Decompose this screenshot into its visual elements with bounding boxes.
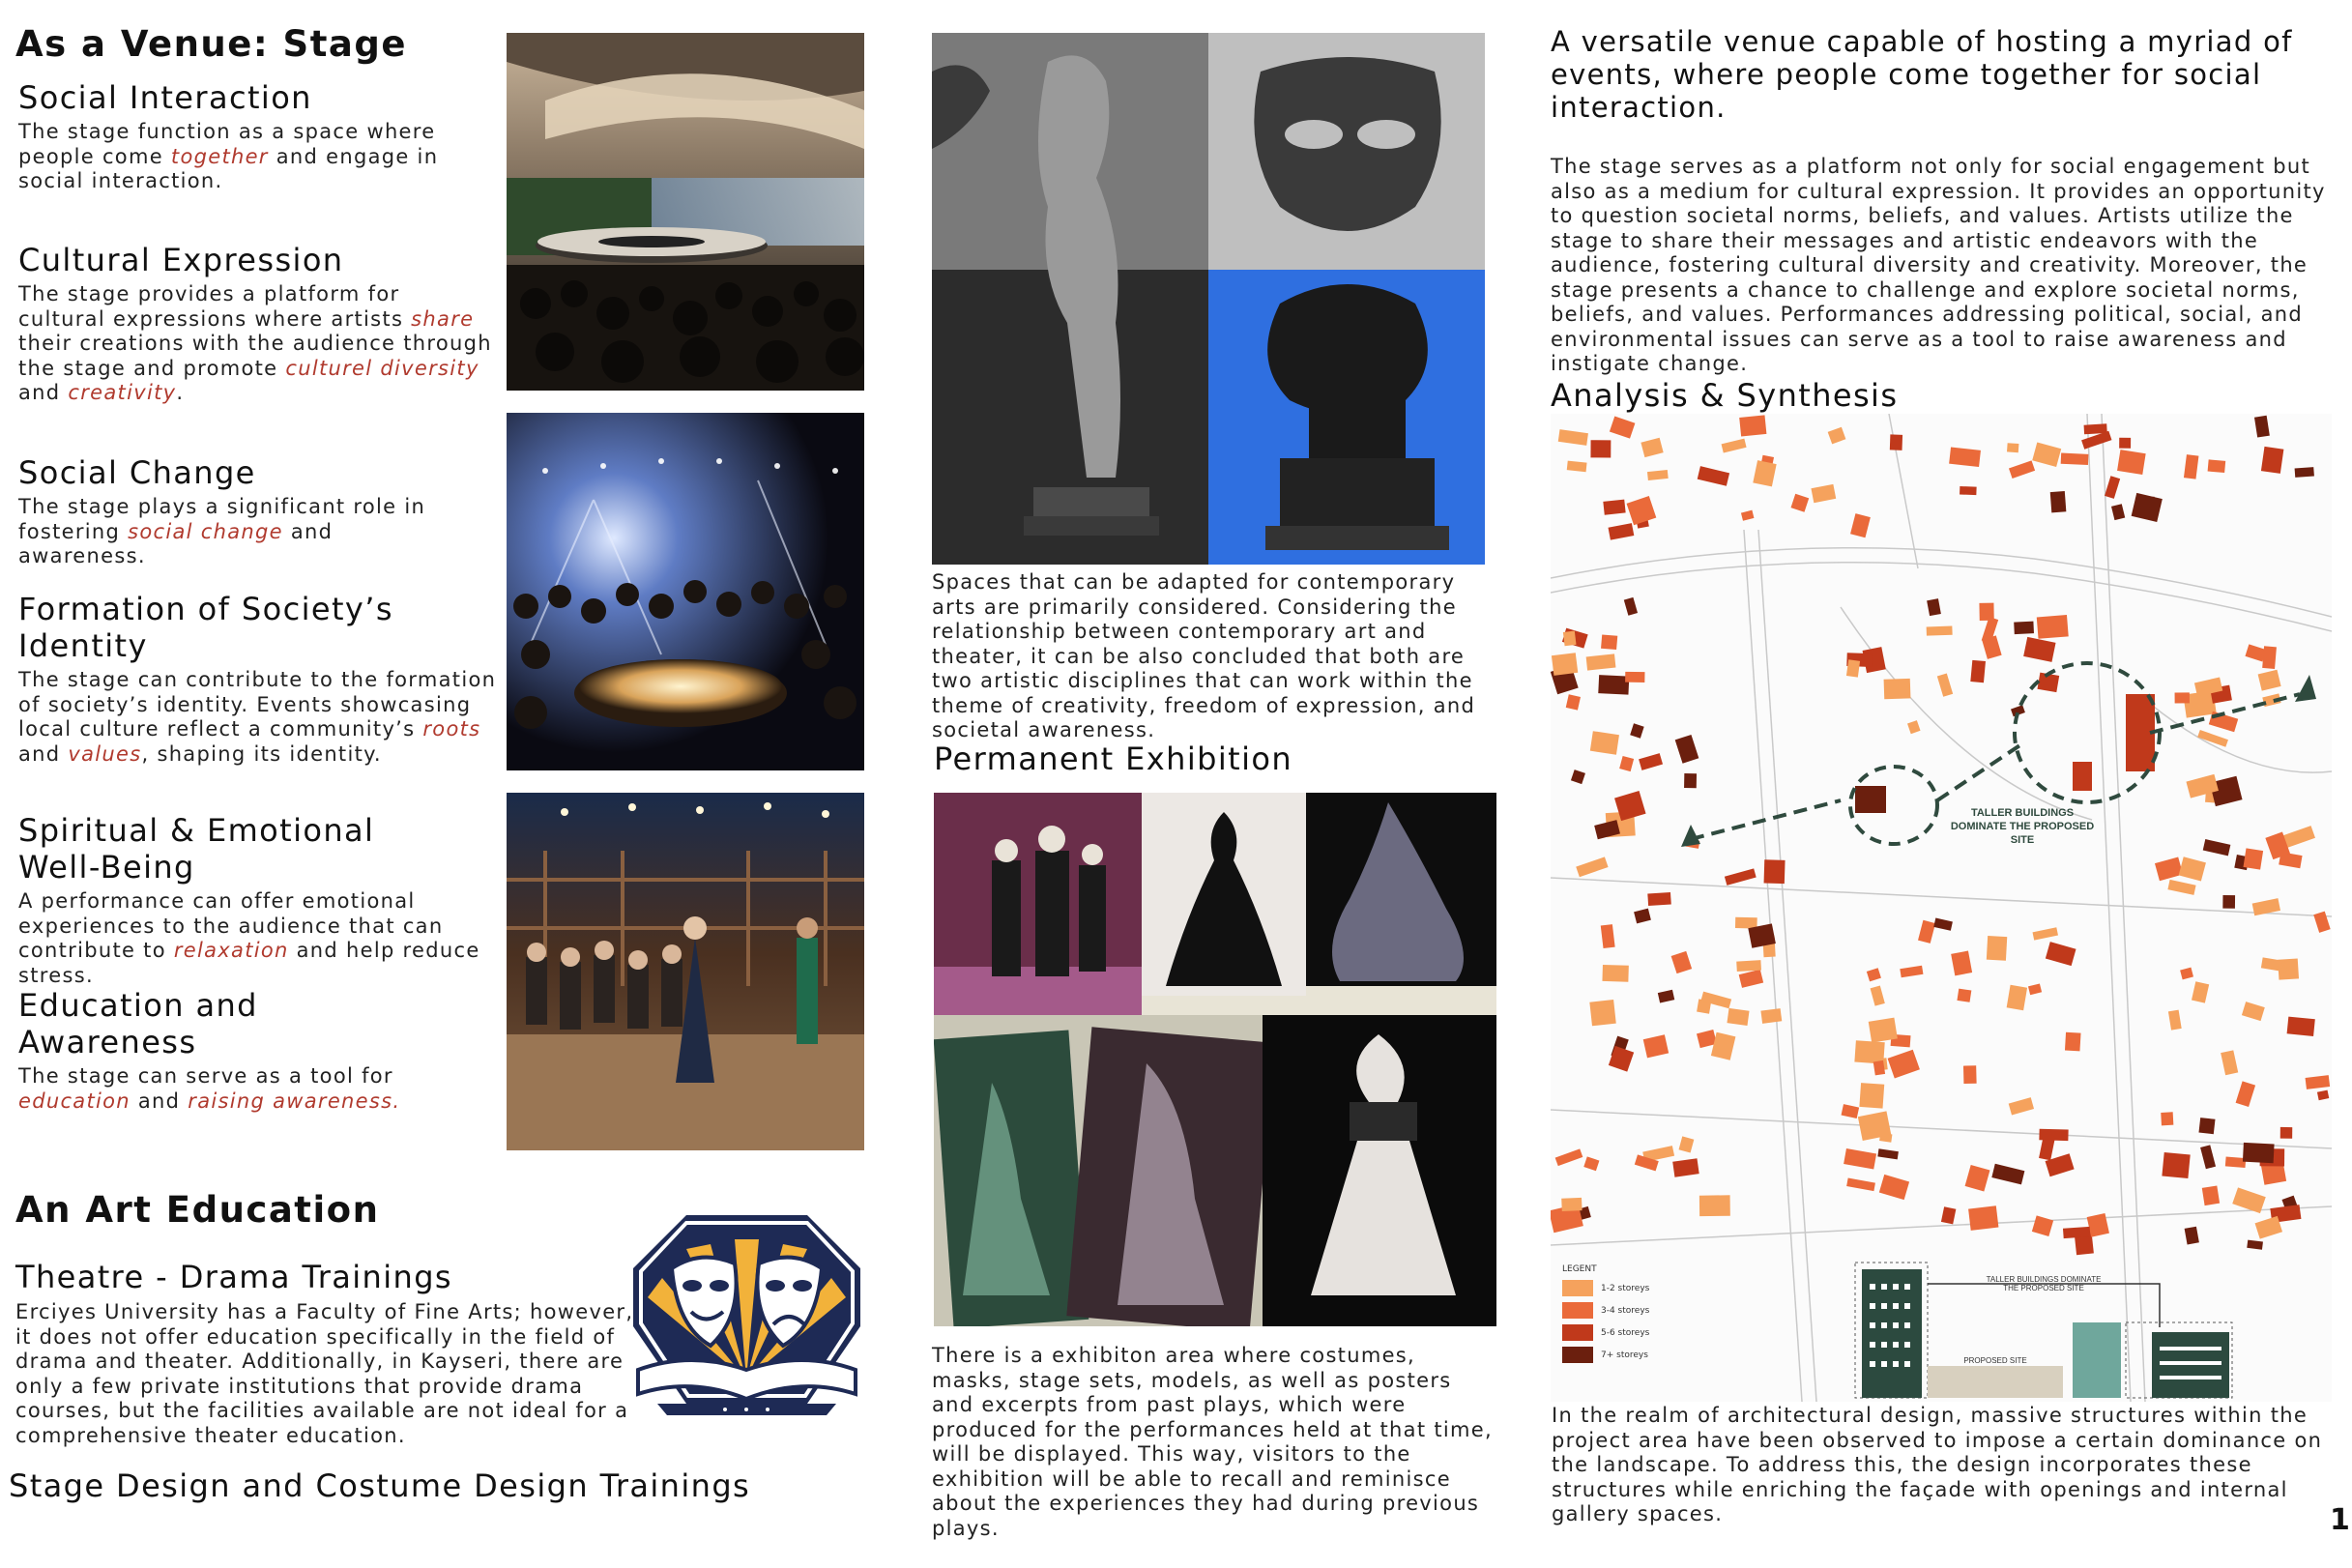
map-building: [1811, 484, 1836, 503]
emphasis-text: relaxation: [173, 939, 289, 962]
map-building: [2009, 1097, 2034, 1115]
map-building: [1884, 679, 1911, 699]
map-building: [1598, 675, 1629, 694]
map-building: [1641, 438, 1663, 457]
stage-photo-concert: [507, 413, 864, 770]
map-building: [2032, 1215, 2053, 1236]
map-building: [1854, 1040, 1884, 1063]
text-segment: and: [130, 1089, 189, 1113]
map-building: [1736, 960, 1761, 972]
emphasis-text: culturel diversity: [285, 356, 479, 380]
section-text: [18, 668, 497, 767]
map-building: [1850, 513, 1871, 537]
map-annotation-line1: TALLER BUILDINGS: [1970, 807, 2075, 819]
map-building: [1735, 917, 1757, 929]
map-building: [2179, 857, 2206, 881]
map-building: [1625, 672, 1644, 682]
section-heading: Formation of Society’s Identity: [18, 591, 393, 664]
map-building: [1583, 1156, 1599, 1171]
map-building: [1991, 1164, 2024, 1185]
map-building: [2132, 493, 2163, 522]
venue-lead-text: A versatile venue capable of hosting a myriad of events, where people come together for social interaction.: [1551, 25, 2293, 124]
legend-swatch: [1562, 1280, 1593, 1296]
map-building: [1576, 857, 1608, 877]
map-building: [2243, 1143, 2275, 1163]
map-building: [1739, 415, 1766, 436]
map-building: [1630, 723, 1644, 738]
map-building: [2202, 1185, 2220, 1205]
map-building: [1558, 429, 1588, 446]
map-building: [1941, 1206, 1956, 1224]
map-building: [1918, 920, 1935, 944]
art-education-title: An Art Education: [15, 1189, 380, 1231]
map-building: [1869, 1018, 1898, 1043]
text-segment: The stage can serve as a tool for: [18, 1064, 393, 1088]
map-building: [2105, 476, 2120, 499]
map-building: [1871, 986, 1885, 1006]
map-building: [1727, 1008, 1749, 1026]
map-building: [1610, 417, 1636, 439]
map-building: [2221, 1050, 2238, 1075]
map-building: [1586, 653, 1616, 670]
map-building: [1589, 1000, 1615, 1026]
map-building: [1859, 1083, 1884, 1109]
map-building: [1791, 494, 1810, 512]
map-building: [1571, 769, 1585, 784]
section-cultural-expression: [18, 242, 502, 406]
map-building: [1965, 1165, 1990, 1191]
map-building: [2197, 730, 2228, 747]
text-segment: A performance can offer emotional experiences to the audience that can contribute to: [18, 889, 444, 962]
map-building: [1624, 597, 1638, 616]
map-building: [1698, 466, 1729, 486]
map-building: [1933, 918, 1953, 931]
map-building: [1970, 660, 1986, 682]
map-building: [2185, 1227, 2199, 1245]
stage-photo-theatre-rehearsal: [507, 793, 864, 1150]
map-building: [1561, 1198, 1582, 1211]
section-heading: Social Interaction: [18, 79, 312, 116]
map-building: [1590, 440, 1611, 457]
legend-item: [1562, 1347, 1649, 1363]
map-building: [1879, 1175, 1909, 1200]
map-building: [2243, 848, 2263, 869]
text-segment: .: [176, 381, 185, 404]
map-building: [2245, 644, 2266, 661]
map-building: [2242, 1002, 2265, 1021]
stage-photo-round-hall: [507, 33, 864, 391]
map-building: [1684, 773, 1697, 788]
page-title: As a Venue: Stage: [15, 23, 407, 65]
map-building: [1888, 1050, 1920, 1079]
section-heading: Cultural Expression: [18, 242, 344, 278]
legend-swatch: [1562, 1302, 1593, 1319]
text-segment: and: [18, 741, 69, 766]
map-building: [1603, 500, 1625, 515]
map-building: [1846, 1178, 1875, 1192]
map-building: [2236, 1081, 2255, 1107]
map-svg: [1551, 414, 2332, 1402]
map-building: [1643, 1034, 1669, 1058]
map-building: [1764, 859, 1786, 884]
map-building: [1675, 735, 1699, 764]
map-building: [2009, 460, 2035, 479]
section-note-line1: TALLER BUILDINGS DOMINATE: [1986, 1275, 2102, 1284]
legend-label: 1-2 storeys: [1601, 1283, 1650, 1293]
map-building: [2032, 442, 2061, 467]
map-building: [1963, 1065, 1977, 1084]
legend-title: LEGENT: [1562, 1264, 1597, 1274]
map-building: [1671, 951, 1693, 973]
map-building: [2282, 826, 2315, 848]
site-analysis-map: [1551, 414, 2332, 1402]
map-building: [2023, 637, 2055, 662]
map-building: [1957, 989, 1971, 1002]
text-segment: , shaping its identity.: [141, 741, 382, 766]
section-text: [18, 120, 473, 194]
map-building: [1982, 635, 2002, 658]
emphasis-text: raising awareness.: [188, 1089, 401, 1113]
map-building: [1679, 1136, 1695, 1152]
map-building: [1627, 496, 1657, 525]
map-building: [1877, 1148, 1899, 1159]
map-annotation-line2: DOMINATE THE PROPOSED: [1950, 821, 2095, 832]
map-building: [1619, 756, 1634, 771]
map-building: [1741, 510, 1755, 521]
map-building: [2203, 839, 2231, 856]
map-building: [1555, 1148, 1583, 1166]
map-building: [2254, 416, 2270, 438]
section-heading: Social Change: [18, 454, 256, 491]
section-drawing: [1855, 1263, 2232, 1398]
text-segment: and: [18, 381, 69, 404]
emphasis-text: education: [18, 1089, 131, 1113]
map-building: [1760, 1008, 1782, 1024]
stage-design-heading: Stage Design and Costume Design Trainings: [9, 1467, 751, 1504]
map-building: [1842, 1104, 1860, 1118]
section-education: [18, 987, 502, 1114]
theatre-drama-text: Erciyes University has a Faculty of Fine Arts; however, it does not offer education specifically in the field of drama and theater. Additionally, in Kayseri, there are only a few private institutions that provide drama courses, but the facilities available are not ideal for a comprehensive theater education.: [15, 1300, 634, 1447]
emphasis-text: together: [170, 144, 269, 168]
map-building: [1927, 598, 1941, 616]
map-building: [2317, 1090, 2329, 1101]
map-building: [2175, 692, 2190, 703]
map-building: [2306, 1075, 2331, 1089]
map-building: [2007, 985, 2027, 1010]
map-building: [1927, 626, 1953, 636]
map-building: [1590, 731, 1619, 754]
map-building: [2261, 447, 2283, 474]
map-building: [2046, 942, 2076, 966]
map-key-building: [2073, 762, 2092, 791]
map-building: [2111, 504, 2125, 520]
map-building: [2222, 895, 2235, 909]
map-building: [2255, 1216, 2282, 1239]
permanent-exhibition-heading: Permanent Exhibition: [934, 740, 1293, 777]
map-building: [2155, 857, 2183, 882]
legend-label: 3-4 storeys: [1601, 1305, 1650, 1316]
map-building: [1567, 461, 1587, 473]
map-building: [1647, 470, 1669, 480]
map-building: [1979, 603, 1993, 621]
legend-swatch: [1562, 1347, 1593, 1363]
text-segment: The stage function as a space where people come: [18, 120, 436, 168]
emphasis-text: share: [411, 306, 475, 331]
map-building: [2167, 880, 2195, 895]
map-building: [1609, 1046, 1634, 1072]
map-building: [1949, 447, 1981, 467]
map-building: [2161, 1112, 2173, 1125]
map-building: [2119, 438, 2131, 449]
map-building: [2295, 467, 2314, 478]
analysis-heading: Analysis & Synthesis: [1551, 377, 1899, 414]
map-key-building: [1855, 786, 1886, 813]
map-building: [2033, 927, 2058, 940]
map-building: [1900, 966, 1923, 978]
map-building: [2200, 1145, 2216, 1169]
map-building: [2258, 670, 2281, 691]
venue-paragraph: The stage serves as a platform not only for social engagement but also as a medium for cultural expression. It provides an opportunity to question societal norms, beliefs, and values. Artists utilize the stage to share their messages and artistic endeavors with the audience, fostering cultural diversity and creativity. Moreover, the stage presents a chance to challenge and explore societal norms, beliefs, and values. Performances addressing political, social, and environmental issues can serve as a tool to raise awareness and instigate change.: [1551, 155, 2326, 375]
section-social-interaction: [18, 79, 502, 194]
legend-item: [1562, 1324, 1649, 1341]
section-wellbeing: [18, 812, 502, 988]
emphasis-text: roots: [422, 717, 481, 740]
map-building: [2037, 615, 2069, 639]
map-building: [2247, 1240, 2263, 1250]
map-building: [2014, 622, 2034, 634]
text-segment: and help reduce stress.: [18, 939, 480, 987]
map-building: [1968, 1205, 1998, 1231]
map-building: [2063, 1227, 2090, 1238]
emphasis-text: social change: [128, 519, 283, 543]
text-segment: The stage can contribute to the formation of society’s identity. Events showcasing local culture reflect a community’s: [18, 668, 497, 740]
map-building: [1672, 1158, 1699, 1176]
text-segment: and awareness.: [18, 519, 334, 567]
map-building: [1647, 892, 1670, 906]
map-building: [1699, 1195, 1730, 1216]
map-building: [2065, 1032, 2081, 1052]
map-building: [1828, 427, 1846, 445]
map-building: [1601, 924, 1615, 948]
proposed-site-label: PROPOSED SITE: [1963, 1356, 2027, 1365]
map-building: [2280, 1127, 2293, 1139]
map-building: [1951, 951, 1972, 976]
map-building: [1552, 653, 1578, 676]
map-building: [1890, 434, 1902, 450]
section-text: [18, 282, 492, 406]
exhibition-collage: [934, 793, 1496, 1326]
map-building: [2232, 1187, 2266, 1213]
map-building: [1634, 909, 1651, 924]
map-building: [1873, 1060, 1885, 1075]
sculpture-mask-collage: [932, 33, 1485, 565]
map-building: [1609, 523, 1635, 539]
map-building: [1658, 990, 1674, 1003]
legend-label: 7+ storeys: [1601, 1350, 1648, 1360]
legend-label: 5-6 storeys: [1601, 1327, 1650, 1338]
map-building: [2039, 1129, 2068, 1141]
map-building: [1639, 753, 1663, 770]
text-segment: their creations with the audience through the stage and promote: [18, 332, 492, 380]
exhibition-text: There is a exhibiton area where costumes, masks, stage sets, models, as well as posters and excerpts from past plays, which were produced for the performances held at that time, will be displayed. This way, visitors to the exhibition will be able to recall and reminisce about the experiences they had during previous plays.: [932, 1344, 1493, 1540]
map-building: [1907, 720, 1921, 734]
section-social-change: [18, 454, 502, 569]
section-text: [18, 1064, 482, 1114]
map-building: [1725, 868, 1757, 885]
theatre-drama-heading: Theatre - Drama Trainings: [15, 1259, 452, 1295]
emphasis-text: values: [68, 741, 142, 766]
spaces-text: Spaces that can be adapted for contemporary arts are primarily considered. Considering the relationship between contemporary art and theater, it can be also concluded that both are two artistic disciplines that can work within the theme of creativity, freedom of expression, and societal awareness.: [932, 570, 1476, 741]
map-building: [1563, 631, 1577, 647]
map-building: [2208, 459, 2226, 473]
map-building: [2198, 1118, 2215, 1134]
map-building: [2061, 453, 2089, 466]
analysis-bottom-text: In the realm of architectural design, massive structures within the project area have been observed to impose a certain dominance on the landscape. To address this, the design incorporates these structures while enriching the façade with openings and internal gallery spaces.: [1552, 1404, 2323, 1525]
map-annotation-line3: SITE: [2010, 834, 2035, 846]
section-society-identity: [18, 591, 502, 767]
text-segment: The stage provides a platform for cultural expressions where artists: [18, 282, 412, 331]
map-building: [1753, 460, 1776, 486]
section-heading: Education and Awareness: [18, 987, 258, 1060]
text-segment: and engage in social interaction.: [18, 144, 439, 192]
theatre-masks-logo: [628, 1210, 865, 1418]
legend-item: [1562, 1302, 1649, 1319]
map-building: [2192, 981, 2209, 1002]
section-text: [18, 495, 463, 569]
map-building: [1987, 936, 2007, 961]
legend-item: [1562, 1280, 1649, 1296]
map-legend: [1562, 1264, 1649, 1369]
map-building: [1566, 694, 1581, 710]
map-building: [2313, 912, 2330, 933]
map-building: [2180, 968, 2193, 980]
map-building: [1722, 439, 1747, 453]
map-building: [1867, 968, 1881, 981]
map-building: [1960, 486, 1977, 495]
map-building: [2184, 454, 2198, 479]
map-building: [1601, 634, 1617, 650]
map-building: [2007, 443, 2018, 452]
map-building: [1844, 1148, 1876, 1170]
legend-swatch: [1562, 1324, 1593, 1341]
map-building: [2117, 450, 2146, 475]
map-building: [2168, 1010, 2182, 1031]
map-building: [2028, 983, 2042, 995]
emphasis-text: creativity: [68, 381, 177, 404]
map-building: [1846, 659, 1860, 677]
section-text: [18, 889, 492, 988]
page-number: 1: [2330, 1503, 2350, 1537]
map-building: [2225, 1156, 2246, 1168]
text-segment: The stage plays a significant role in fostering: [18, 495, 426, 543]
section-heading: Spiritual & Emotional Well-Being: [18, 812, 375, 886]
map-building: [1739, 970, 1764, 988]
map-building: [2050, 491, 2067, 512]
section-note-line2: THE PROPOSED SITE: [2003, 1284, 2084, 1292]
map-building: [2162, 1152, 2190, 1178]
map-building: [1602, 965, 1628, 982]
map-building: [2287, 1017, 2315, 1036]
map-building: [1937, 674, 1953, 697]
